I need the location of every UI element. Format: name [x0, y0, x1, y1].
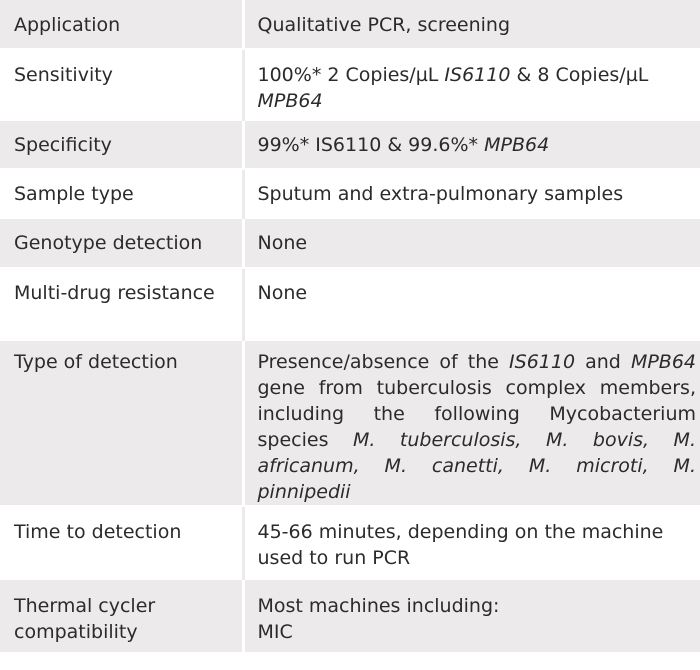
- row-label: Sensitivity: [0, 49, 243, 120]
- row-value: Qualitative PCR, screening: [243, 0, 700, 49]
- row-label: Multi-drug resistance: [0, 268, 243, 340]
- gene-name: MPB64: [630, 351, 696, 373]
- row-value: None: [243, 268, 700, 340]
- row-value: None: [243, 218, 700, 268]
- row-value: [243, 340, 700, 506]
- gene-name: MPB64: [257, 90, 323, 112]
- row-label: Thermal cycler compatibility: [0, 579, 243, 653]
- gene-name: IS6110: [444, 64, 511, 86]
- value-text: 100%* 2 Copies/µL: [257, 64, 445, 86]
- row-value: 45-66 minutes, depending on the machine used to run PCR: [243, 506, 700, 579]
- row-value: [243, 49, 700, 120]
- table-row: [0, 49, 700, 120]
- row-value: [243, 120, 700, 169]
- row-label: Application: [0, 0, 243, 49]
- value-text: Most machines including:: [257, 595, 500, 617]
- row-value: [243, 579, 700, 653]
- table-row: [0, 268, 700, 340]
- value-text: Presence/absence of the: [257, 351, 510, 373]
- value-text: gene from tuberculosis complex members, including the following Mycobacterium species: [257, 377, 696, 451]
- gene-name: MPB64: [484, 134, 550, 156]
- row-label: Type of detection: [0, 340, 243, 506]
- species-list: M. tuberculosis, M. bovis, M. africanum, M. canetti, M. microti, M. pinnipedii: [257, 429, 696, 503]
- table-row: [0, 218, 700, 268]
- value-text: and: [575, 351, 631, 373]
- gene-name: IS6110: [509, 351, 576, 373]
- table-row: [0, 506, 700, 579]
- table-row: [0, 169, 700, 218]
- row-label: Time to detection: [0, 506, 243, 579]
- table-row: [0, 579, 700, 653]
- table-row: [0, 120, 700, 169]
- row-label: Sample type: [0, 169, 243, 218]
- row-value: Sputum and extra-pulmonary samples: [243, 169, 700, 218]
- value-text: & 8 Copies/µL: [510, 64, 649, 86]
- table-row: [0, 340, 700, 506]
- value-text: MIC: [257, 621, 293, 643]
- row-label: Specificity: [0, 120, 243, 169]
- row-label: Genotype detection: [0, 218, 243, 268]
- table-row: [0, 0, 700, 49]
- value-text: 99%* IS6110 & 99.6%*: [257, 134, 485, 156]
